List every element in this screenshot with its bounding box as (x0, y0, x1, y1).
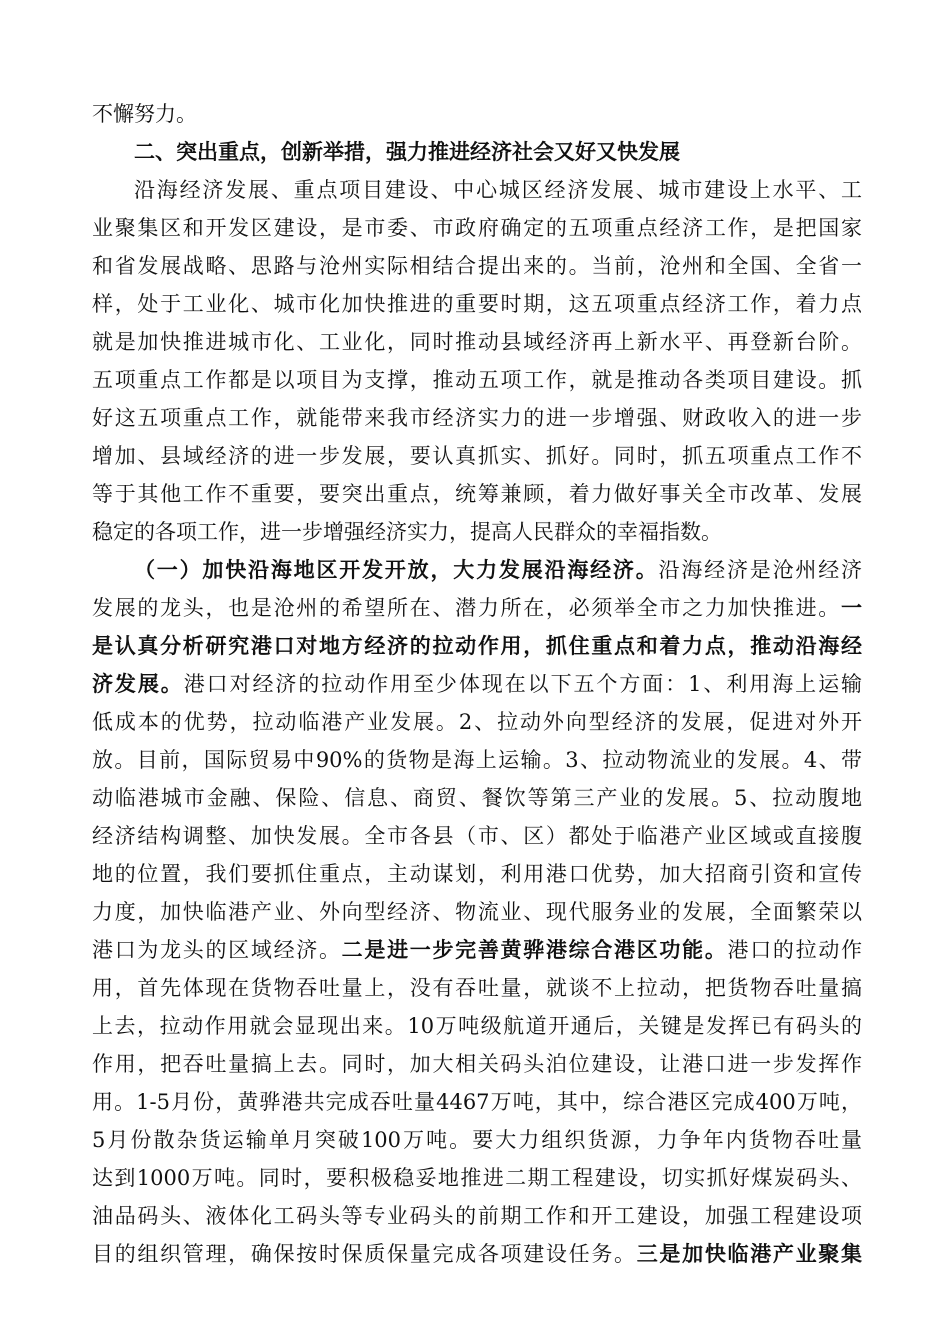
text-line: 增加、县域经济的进一步发展，要认真抓实、抓好。同时，抓五项重点工作不 (92, 444, 862, 468)
text-run: 沿海经济是沧州经济 (658, 558, 862, 582)
emphasis-run: 一 (841, 596, 862, 620)
text-line: 上去，拉动作用就会显现出来。10万吨级航道开通后，关键是发挥已有码头的 (92, 1014, 862, 1038)
text-line: 稳定的各项工作，进一步增强经济实力，提高人民群众的幸福指数。 (92, 520, 722, 544)
text-line: 不懈努力。 (92, 102, 197, 126)
text-line (92, 590, 862, 626)
text-line: 样，处于工业化、城市化加快推进的重要时期，这五项重点经济工作，着力点 (92, 292, 862, 316)
emphasis-run: 二是进一步完善黄骅港综合港区功能。 (341, 938, 728, 962)
emphasis-run: 三是加快临港产业聚集 (636, 1242, 862, 1266)
text-run: 目的组织管理，确保按时保质保量完成各项建设任务。 (92, 1242, 637, 1266)
text-line: 用，首先体现在货物吞吐量上，没有吞吐量，就谈不上拉动，把货物吞吐量搞 (92, 976, 862, 1000)
text-line: 地的位置，我们要抓住重点，主动谋划，利用港口优势，加大招商引资和宣传 (92, 862, 862, 886)
text-run: 港口为龙头的区域经济。 (92, 938, 342, 962)
text-line: 等于其他工作不重要，要突出重点，统筹兼顾，着力做好事关全市改革、发展 (92, 482, 862, 506)
text-run: 港口对经济的拉动作用至少体现在以下五个方面：1、利用海上运输 (183, 672, 862, 696)
text-line: 力度，加快临港产业、外向型经济、物流业、现代服务业的发展，全面繁荣以 (92, 900, 862, 924)
text-line: 放。目前，国际贸易中90%的货物是海上运输。3、拉动物流业的发展。4、带 (92, 748, 862, 772)
text-line: 油品码头、液体化工码头等专业码头的前期工作和开工建设，加强工程建设项 (92, 1204, 862, 1228)
text-line: 好这五项重点工作，就能带来我市经济实力的进一步增强、财政收入的进一步 (92, 406, 862, 430)
text-line: 作用，把吞吐量搞上去。同时，加大相关码头泊位建设，让港口进一步发挥作 (92, 1052, 862, 1076)
text-line (92, 932, 862, 968)
text-line: 低成本的优势，拉动临港产业发展。2、拉动外向型经济的发展，促进对外开 (92, 710, 862, 734)
text-line: 经济结构调整、加快发展。全市各县（市、区）都处于临港产业区域或直接腹 (92, 824, 862, 848)
text-line: 用。1-5月份，黄骅港共完成吞吐量4467万吨，其中，综合港区完成400万吨， (92, 1090, 862, 1114)
text-run: 港口的拉动作 (727, 938, 862, 962)
text-run: 发展的龙头，也是沧州的希望所在、潜力所在，必须举全市之力加快推进。 (92, 596, 841, 620)
emphasis-line: 是认真分析研究港口对地方经济的拉动作用，抓住重点和着力点，推动沿海经 (92, 634, 862, 658)
text-line: 沿海经济发展、重点项目建设、中心城区经济发展、城市建设上水平、工 (134, 178, 862, 202)
text-line: 就是加快推进城市化、工业化，同时推动县域经济再上新水平、再登新台阶。 (92, 330, 862, 354)
text-line (92, 1236, 862, 1272)
subsection-heading: （一）加快沿海地区开发开放，大力发展沿海经济。 (134, 558, 659, 582)
text-line: 业聚集区和开发区建设，是市委、市政府确定的五项重点经济工作，是把国家 (92, 216, 862, 240)
section-heading: 二、突出重点，创新举措，强力推进经济社会又好又快发展 (134, 140, 680, 164)
text-line (134, 552, 862, 588)
text-line: 5月份散杂货运输单月突破100万吨。要大力组织货源，力争年内货物吞吐量 (92, 1128, 862, 1152)
text-line: 动临港城市金融、保险、信息、商贸、餐饮等第三产业的发展。5、拉动腹地 (92, 786, 862, 810)
text-line: 达到1000万吨。同时，要积极稳妥地推进二期工程建设，切实抓好煤炭码头、 (92, 1166, 862, 1190)
text-line: 和省发展战略、思路与沧州实际相结合提出来的。当前，沧州和全国、全省一 (92, 254, 862, 278)
text-line (92, 666, 862, 702)
emphasis-run: 济发展。 (92, 672, 184, 696)
text-line: 五项重点工作都是以项目为支撑，推动五项工作，就是推动各类项目建设。抓 (92, 368, 862, 392)
